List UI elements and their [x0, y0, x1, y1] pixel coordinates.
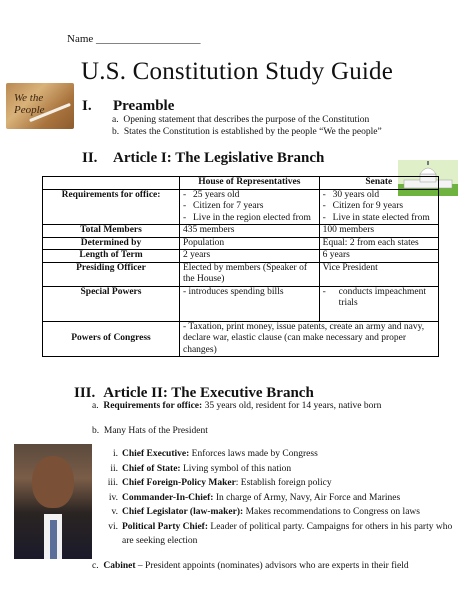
senate-total-cell: 100 members: [319, 225, 438, 238]
item-letter: c.: [92, 561, 99, 571]
section-1-title: Preamble: [113, 98, 175, 114]
item-letter: a.: [112, 115, 119, 125]
hat-text: Leader of political party. Campaigns for others in his party who are seeking election: [122, 521, 453, 546]
hat-number: v.: [111, 507, 118, 517]
hat-item: [96, 520, 456, 549]
item-text: 35 years old, resident for 14 years, native born: [202, 401, 382, 411]
hat-label: Political Party Chief:: [122, 521, 209, 532]
hat-item: [96, 476, 456, 491]
house-term-cell: 2 years: [180, 250, 320, 263]
hat-item: [96, 505, 456, 520]
hat-label: Chief Executive:: [122, 449, 190, 459]
hat-item: [96, 462, 456, 477]
item-text: – President appoints (nominates) advisors who are experts in their field: [135, 561, 409, 571]
photo-tie: [50, 520, 57, 559]
senate-column-header: Senate: [319, 177, 438, 190]
house-requirements-cell: [180, 189, 320, 225]
table-header-row: [43, 177, 439, 190]
item-text: Many Hats of the President: [103, 426, 208, 436]
house-total-cell: 435 members: [180, 225, 320, 238]
hat-text: Living symbol of this nation: [180, 463, 292, 474]
hat-number: ii.: [110, 463, 118, 474]
item-label: Cabinet: [103, 561, 136, 571]
hat-item: [96, 491, 456, 506]
hat-number: iv.: [108, 492, 118, 503]
section-2-number: II.: [82, 150, 98, 166]
house-column-header: House of Representatives: [180, 177, 320, 190]
hat-number: vi.: [108, 521, 118, 532]
powers-of-congress-cell: - Taxation, print money, issue patents, create an army and navy, declare war, elastic clause (can make necessary and proper changes): [180, 321, 439, 357]
hat-text: : Establish foreign policy: [235, 478, 332, 488]
requirements-label: Requirements for office:: [43, 189, 180, 225]
senate-special-cell: [319, 286, 438, 321]
senate-determined-cell: Equal: 2 from each states: [319, 237, 438, 250]
hat-text: In charge of Army, Navy, Air Force and Marines: [213, 492, 401, 503]
table-row: [43, 262, 439, 286]
section-1-number: I.: [82, 98, 92, 114]
item-label: Requirements for office:: [103, 401, 203, 411]
hat-number: i.: [112, 449, 118, 459]
total-members-label: Total Members: [43, 225, 180, 238]
table-row: [43, 225, 439, 238]
president-photo: [14, 444, 92, 559]
hat-text: Enforces laws made by Congress: [189, 449, 318, 459]
table-row: [43, 321, 439, 357]
hat-number: iii.: [107, 478, 118, 488]
powers-of-congress-label: Powers of Congress: [43, 321, 180, 357]
senate-requirements-cell: [319, 189, 438, 225]
table-row: [43, 286, 439, 321]
list-item: - Live in the region elected from: [183, 213, 316, 225]
hat-label: Chief Foreign-Policy Maker: [122, 478, 236, 488]
table-row: [43, 237, 439, 250]
page-title: U.S. Constitution Study Guide: [80, 58, 394, 85]
special-powers-label: Special Powers: [43, 286, 180, 321]
hat-label: Chief Legislator (law-maker):: [122, 507, 244, 517]
table-row: [43, 250, 439, 263]
item-letter: b.: [112, 127, 120, 137]
preamble-item-b: [112, 126, 382, 138]
executive-item-a: [92, 401, 381, 411]
presiding-officer-label: Presiding Officer: [43, 262, 180, 286]
executive-item-c: [92, 561, 409, 571]
house-officer-cell: Elected by members (Speaker of the House): [180, 262, 320, 286]
section-3-heading: [74, 384, 314, 402]
list-item: - 25 years old: [183, 190, 316, 202]
item-letter: a.: [92, 401, 99, 411]
house-special-cell: - introduces spending bills: [180, 286, 320, 321]
executive-item-b: [92, 426, 208, 436]
list-item: - conducts impeachment trials: [323, 287, 435, 310]
section-3-number: III.: [74, 385, 96, 401]
senate-officer-cell: Vice President: [319, 262, 438, 286]
section-3-title: Article II: The Executive Branch: [103, 385, 314, 401]
section-2-number-wrap: [82, 149, 97, 167]
preamble-item-a: [112, 114, 382, 126]
determined-by-label: Determined by: [43, 237, 180, 250]
senate-term-cell: 6 years: [319, 250, 438, 263]
hat-label: Commander-In-Chief:: [122, 492, 214, 503]
section-1-heading: [82, 97, 92, 115]
hat-item: [96, 447, 456, 462]
list-item: - Citizen for 9 years: [323, 201, 435, 213]
hat-text: Makes recommendations to Congress on laws: [243, 507, 420, 517]
list-item: - 30 years old: [323, 190, 435, 202]
photo-face: [32, 456, 74, 508]
list-item: - Citizen for 7 years: [183, 201, 316, 213]
constitution-image: [6, 83, 74, 129]
table-corner-cell: [43, 177, 180, 190]
table-row: [43, 189, 439, 225]
section-2-title: Article I: The Legislative Branch: [113, 150, 325, 166]
legislative-branch-table: [42, 176, 439, 357]
term-length-label: Length of Term: [43, 250, 180, 263]
section-1-title-wrap: [113, 97, 174, 115]
house-determined-cell: Population: [180, 237, 320, 250]
hat-label: Chief of State:: [122, 463, 181, 474]
item-text: Opening statement that describes the purpose of the Constitution: [123, 115, 370, 125]
preamble-list: [112, 114, 382, 138]
item-letter: b.: [92, 426, 100, 436]
president-hats-list: [96, 447, 456, 549]
item-text: States the Constitution is established by the people “We the people”: [123, 127, 382, 137]
list-item: - Live in state elected from: [323, 213, 435, 225]
name-field-label: Name ___________________: [67, 33, 201, 45]
constitution-script-text: We the People: [14, 92, 45, 116]
section-2-title-wrap: [113, 149, 324, 167]
